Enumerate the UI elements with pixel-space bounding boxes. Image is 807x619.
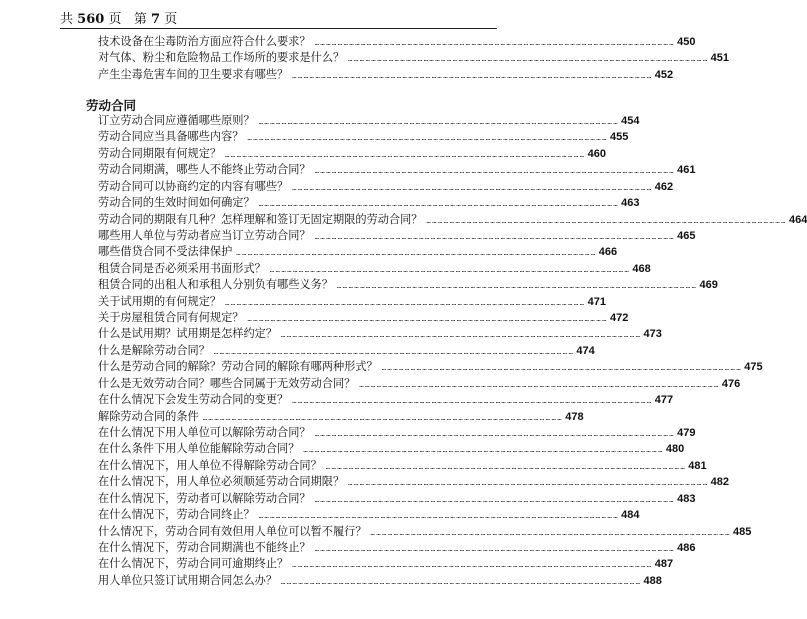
- dot-leader: ……………………………………………………………………………………………………………………………………………………………………: [348, 479, 709, 488]
- toc-entry[interactable]: [98, 458, 707, 474]
- dot-leader: ……………………………………………………………………………………………………………………………………………………………………: [314, 167, 676, 176]
- toc-entry-title: 什么情况下，劳动合同有效但用人单位可以暂不履行？: [98, 524, 367, 538]
- dot-leader: ……………………………………………………………………………………………………………………………………………………………………: [314, 544, 676, 553]
- dot-leader: ……………………………………………………………………………………………………………………………………………………………………: [314, 495, 676, 504]
- toc-entry[interactable]: [98, 212, 807, 228]
- toc-entry-page-number: 451: [710, 52, 729, 65]
- toc-entry-page-number: 480: [665, 443, 685, 456]
- toc-entry-title: 对气体、粉尘和危险物品工作场所的要求是什么？: [98, 51, 345, 65]
- header-current-page: 7: [151, 12, 161, 27]
- dot-leader: ……………………………………………………………………………………………………………………………………………………………………: [303, 446, 664, 455]
- toc-entry[interactable]: [98, 376, 741, 392]
- toc-entry-title: 在什么情况下，劳动者可以解除劳动合同？: [98, 491, 311, 505]
- toc-entry-title: 产生尘毒危害车间的卫生要求有哪些？: [98, 67, 289, 81]
- toc-entry-page-number: 465: [677, 229, 696, 242]
- toc-entry-title: 租赁合同是否必须采用书面形式？: [98, 261, 266, 275]
- toc-entry[interactable]: [98, 474, 729, 490]
- dot-leader: ……………………………………………………………………………………………………………………………………………………………………: [426, 216, 787, 225]
- toc-entry-title: 劳动合同期限有何规定？: [98, 146, 222, 160]
- toc-entry-page-number: 478: [565, 410, 584, 423]
- dot-leader: ……………………………………………………………………………………………………………………………………………………………………: [269, 265, 631, 274]
- dot-leader: ……………………………………………………………………………………………………………………………………………………………………: [281, 331, 642, 340]
- toc-entry[interactable]: [98, 343, 595, 359]
- toc-entry-title: 劳动合同期满，哪些人不能终止劳动合同？: [98, 163, 311, 177]
- dot-leader: ……………………………………………………………………………………………………………………………………………………………………: [292, 183, 653, 192]
- dot-leader: ……………………………………………………………………………………………………………………………………………………………………: [202, 413, 564, 422]
- section-heading: 劳动合同: [86, 98, 137, 113]
- toc-entry-title: 在什么情况下，劳动合同可逾期终止？: [98, 557, 289, 571]
- header-ye: 页: [108, 12, 122, 27]
- dot-leader: ……………………………………………………………………………………………………………………………………………………………………: [247, 315, 608, 324]
- toc-entry[interactable]: [98, 441, 685, 457]
- dot-leader: ……………………………………………………………………………………………………………………………………………………………………: [292, 71, 653, 80]
- dot-leader: ……………………………………………………………………………………………………………………………………………………………………: [292, 397, 653, 406]
- toc-entry-title: 在什么条件下用人单位能解除劳动合同？: [98, 442, 300, 456]
- toc-entry-page-number: 450: [677, 36, 696, 48]
- toc-entry-title: 劳动合同的生效时间如何确定？: [98, 196, 255, 210]
- dot-leader: ……………………………………………………………………………………………………………………………………………………………………: [325, 462, 687, 471]
- toc-entry[interactable]: [98, 195, 640, 211]
- toc-entry-page-number: 484: [621, 509, 640, 522]
- dot-leader: ……………………………………………………………………………………………………………………………………………………………………: [336, 282, 698, 291]
- toc-entry-page-number: 466: [598, 246, 618, 259]
- dot-leader: ……………………………………………………………………………………………………………………………………………………………………: [314, 429, 676, 438]
- toc-entry[interactable]: [98, 67, 674, 83]
- header-gong: 共: [60, 12, 74, 27]
- dot-leader: ……………………………………………………………………………………………………………………………………………………………………: [292, 561, 653, 570]
- toc-entry[interactable]: [98, 146, 606, 162]
- toc-entry[interactable]: [98, 507, 640, 523]
- toc-entry-title: 劳动合同的期限有几种？怎样理解和签订无固定期限的劳动合同？: [98, 212, 423, 226]
- dot-leader: ……………………………………………………………………………………………………………………………………………………………………: [247, 134, 608, 143]
- header-ye: 页: [164, 12, 178, 27]
- toc-entry-page-number: 474: [576, 344, 595, 357]
- toc-entry-title: 什么是无效劳动合同？哪些合同属于无效劳动合同？: [98, 376, 356, 390]
- toc-entry[interactable]: [98, 310, 629, 326]
- toc-entry[interactable]: [98, 113, 640, 129]
- toc-entry-page-number: 479: [677, 426, 696, 439]
- toc-entry[interactable]: [98, 491, 696, 507]
- toc-entry-page-number: 455: [609, 131, 629, 144]
- toc-entry-page-number: 485: [733, 525, 752, 538]
- toc-entry-title: 在什么情况下，用人单位必须顺延劳动合同期限？: [98, 475, 345, 489]
- dot-leader: ……………………………………………………………………………………………………………………………………………………………………: [213, 347, 575, 356]
- dot-leader: ……………………………………………………………………………………………………………………………………………………………………: [258, 512, 620, 521]
- toc-entry-title: 什么是劳动合同的解除？劳动合同的解除有哪两种形式？: [98, 360, 378, 374]
- toc-entry[interactable]: [98, 261, 651, 277]
- toc-entry[interactable]: [98, 326, 662, 342]
- toc-entry-title: 劳动合同应当具备哪些内容？: [98, 130, 244, 144]
- toc-entry-page-number: 481: [688, 459, 707, 472]
- toc-entry[interactable]: [98, 277, 718, 293]
- dot-leader: ……………………………………………………………………………………………………………………………………………………………………: [370, 528, 732, 537]
- toc-entry[interactable]: [98, 556, 674, 572]
- dot-leader: ……………………………………………………………………………………………………………………………………………………………………: [281, 577, 642, 586]
- toc-entry-title: 在什么情况下，劳动合同终止？: [98, 508, 255, 522]
- toc-entry-page-number: 487: [654, 558, 674, 571]
- toc-entry-title: 关于房屋租赁合同有何规定？: [98, 311, 244, 325]
- toc-entry-page-number: 486: [677, 541, 696, 554]
- dot-leader: ……………………………………………………………………………………………………………………………………………………………………: [236, 249, 597, 258]
- toc-entry-page-number: 473: [643, 328, 662, 341]
- dot-leader: ……………………………………………………………………………………………………………………………………………………………………: [258, 200, 620, 209]
- header-di: 第: [133, 12, 147, 27]
- toc-entry-title: 在什么情况下，劳动合同期满也不能终止？: [98, 540, 311, 554]
- toc-entry-title: 什么是试用期？试用期是怎样约定？: [98, 327, 278, 341]
- toc-entry-title: 用人单位只签订试用期合同怎么办？: [98, 573, 278, 587]
- toc-entry-page-number: 472: [609, 312, 629, 325]
- toc-entry-title: 在什么情况下，用人单位不得解除劳动合同？: [98, 458, 322, 472]
- toc-entry[interactable]: [98, 425, 696, 441]
- toc-entry-page-number: 475: [744, 361, 763, 374]
- toc-entry[interactable]: [98, 129, 629, 145]
- dot-leader: ……………………………………………………………………………………………………………………………………………………………………: [225, 150, 586, 159]
- dot-leader: ……………………………………………………………………………………………………………………………………………………………………: [314, 232, 676, 241]
- toc-entry-page-number: 463: [621, 197, 640, 210]
- toc-entry-title: 哪些借贷合同不受法律保护: [98, 245, 233, 259]
- toc-entry-title: 劳动合同可以协商约定的内容有哪些？: [98, 179, 289, 193]
- toc-entry[interactable]: [98, 409, 584, 425]
- toc-entry-title: 在什么情况下会发生劳动合同的变更？: [98, 393, 289, 407]
- toc-entry-title: 在什么情况下用人单位可以解除劳动合同？: [98, 425, 311, 439]
- toc-entry-page-number: 460: [587, 147, 606, 160]
- dot-leader: ……………………………………………………………………………………………………………………………………………………………………: [258, 118, 620, 126]
- toc-entry-page-number: 482: [710, 476, 729, 489]
- toc-entry-page-number: 488: [643, 574, 662, 587]
- toc-entry[interactable]: [98, 162, 696, 178]
- toc-entry-page-number: 461: [677, 164, 696, 177]
- dot-leader: ……………………………………………………………………………………………………………………………………………………………………: [225, 298, 586, 307]
- toc-entry-title: 订立劳动合同应遵循哪些原则？: [98, 114, 255, 127]
- toc-entry-title: 租赁合同的出租人和承租人分别负有哪些义务？: [98, 278, 333, 292]
- toc-entry[interactable]: [98, 244, 618, 260]
- toc-entry-title: 关于试用期的有何规定？: [98, 294, 222, 308]
- toc-entry-page-number: 468: [632, 262, 651, 275]
- toc-entry[interactable]: [98, 524, 752, 540]
- toc-entry[interactable]: [98, 179, 674, 195]
- header-total-pages: 560: [77, 12, 105, 27]
- toc-entry[interactable]: [98, 392, 674, 408]
- toc-entry-page-number: 464: [788, 213, 807, 226]
- toc-entry-title: 技术设备在尘毒防治方面应符合什么要求？: [98, 35, 311, 48]
- toc-entry-page-number: 452: [654, 68, 674, 81]
- toc-entry-page-number: 476: [721, 377, 741, 390]
- toc-entry-title: 什么是解除劳动合同？: [98, 343, 210, 357]
- toc-entry-page-number: 477: [654, 394, 674, 407]
- toc-entry-page-number: 462: [654, 180, 674, 193]
- toc-entry[interactable]: [98, 540, 696, 556]
- toc-entry[interactable]: [98, 294, 606, 310]
- dot-leader: ……………………………………………………………………………………………………………………………………………………………………: [348, 55, 709, 64]
- dot-leader: ……………………………………………………………………………………………………………………………………………………………………: [359, 380, 720, 389]
- header-divider: [60, 28, 497, 29]
- dot-leader: ……………………………………………………………………………………………………………………………………………………………………: [381, 364, 743, 373]
- toc-entry-page-number: 454: [621, 115, 640, 127]
- toc-entry[interactable]: [98, 228, 696, 244]
- toc-entry[interactable]: [98, 34, 696, 50]
- page-header: [60, 8, 177, 27]
- toc-entry-page-number: 469: [699, 279, 718, 292]
- toc-entry-title: 解除劳动合同的条件: [98, 409, 199, 423]
- dot-leader: ……………………………………………………………………………………………………………………………………………………………………: [314, 39, 676, 47]
- toc-entry-page-number: 483: [677, 492, 696, 505]
- toc-entry[interactable]: [98, 50, 729, 66]
- toc-entry-title: 哪些用人单位与劳动者应当订立劳动合同？: [98, 228, 311, 242]
- toc-entry-page-number: 471: [587, 295, 606, 308]
- toc-entry[interactable]: [98, 359, 763, 375]
- toc-entry[interactable]: [98, 573, 662, 589]
